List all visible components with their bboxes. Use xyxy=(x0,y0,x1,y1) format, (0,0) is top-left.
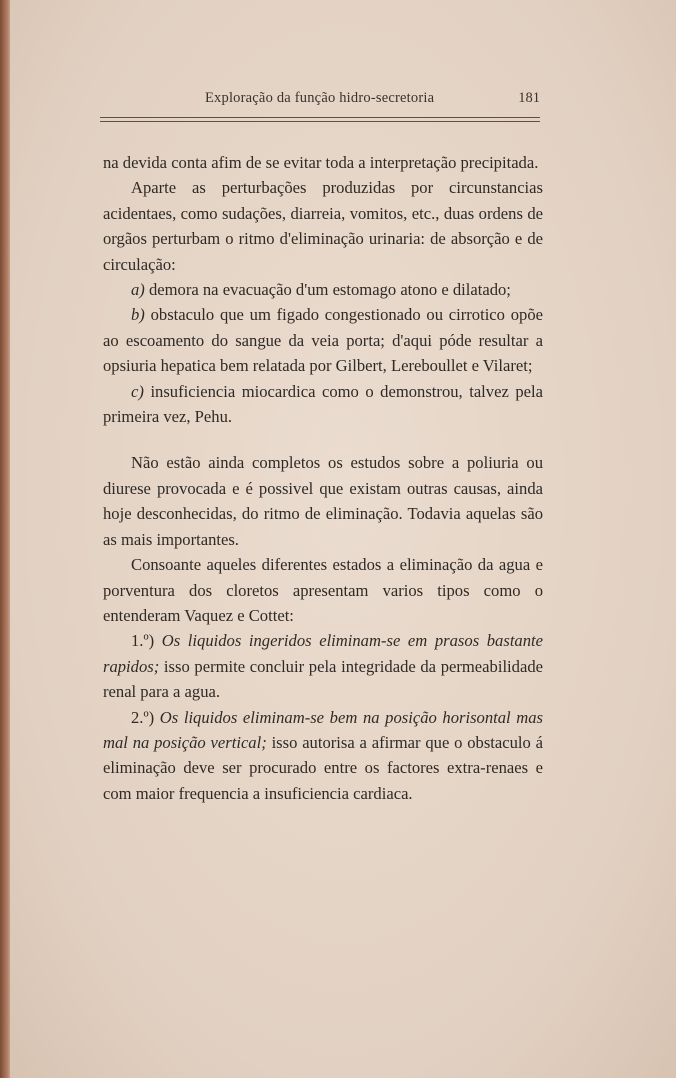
list-item-c xyxy=(103,379,543,430)
list-item-b xyxy=(103,302,543,378)
header-rule-top xyxy=(100,117,540,118)
list-text-b: obstaculo que um figado congestionado ou cirrotico opõe ao escoamento do sangue da veia porta; d'aqui póde resultar a opsiuria hepatica bem relatada por Gilbert, Lereboullet e Vilaret; xyxy=(103,305,543,376)
paragraph-poliuria: Não estão ainda completos os estudos sobre a poliuria ou diurese provocada e é possivel que existam outras causas, ainda hoje desconhecidas, do ritmo de eliminação. Todavia aquelas são as mais importantes. xyxy=(103,453,543,549)
list-item-a xyxy=(103,277,543,302)
type-italic-2: Os liquidos eliminam-se bem na posição horisontal mas mal na posição vertical; xyxy=(103,707,544,752)
list-marker-a: a) xyxy=(131,280,145,300)
list-marker-c: c) xyxy=(131,381,144,401)
type-text-1: isso permite concluir pela integridade da permeabilidade renal para a agua. xyxy=(103,656,543,702)
paragraph-perturbations: Aparte as perturbações produzidas por circunstancias acidentaes, como sudações, diarreia, vomitos, etc., duas ordens de orgãos perturbam o ritmo d'eliminação urinaria: de absorção e de circulação: xyxy=(103,178,543,274)
type-marker-2: 2.º) xyxy=(131,707,155,727)
list-text-c: insuficiencia miocardica como o demonstrou, talvez pela primeira vez, Pehu. xyxy=(103,381,543,427)
type-italic-1: Os liquidos ingeridos eliminam-se em prasos bastante rapidos; xyxy=(103,631,543,676)
book-page xyxy=(10,0,676,1078)
type-marker-1: 1.º) xyxy=(131,631,155,651)
paragraph-continuation: na devida conta afim de se evitar toda a interpretação precipitada. xyxy=(103,153,539,172)
body-text xyxy=(103,150,543,806)
running-title: Exploração da função hidro-secretoria xyxy=(205,90,435,106)
page-header xyxy=(100,90,544,112)
header-rule-bottom xyxy=(100,121,540,122)
list-text-a: demora na evacuação d'um estomago atono e dilatado; xyxy=(148,280,511,300)
type-item-2 xyxy=(103,705,543,807)
paragraph-types: Consoante aqueles diferentes estados a eliminação da agua e porventura dos cloretos apresentam varios tipos como o entenderam Vaquez e Cottet: xyxy=(103,555,543,625)
list-marker-b: b) xyxy=(131,305,145,325)
type-item-1 xyxy=(103,628,543,704)
type-text-2: isso autorisa a afirmar que o obstaculo á eliminação deve ser procurado entre os factores extra-renaes e com maior frequencia a insuficiencia cardiaca. xyxy=(103,732,543,803)
page-number: 181 xyxy=(518,90,540,106)
